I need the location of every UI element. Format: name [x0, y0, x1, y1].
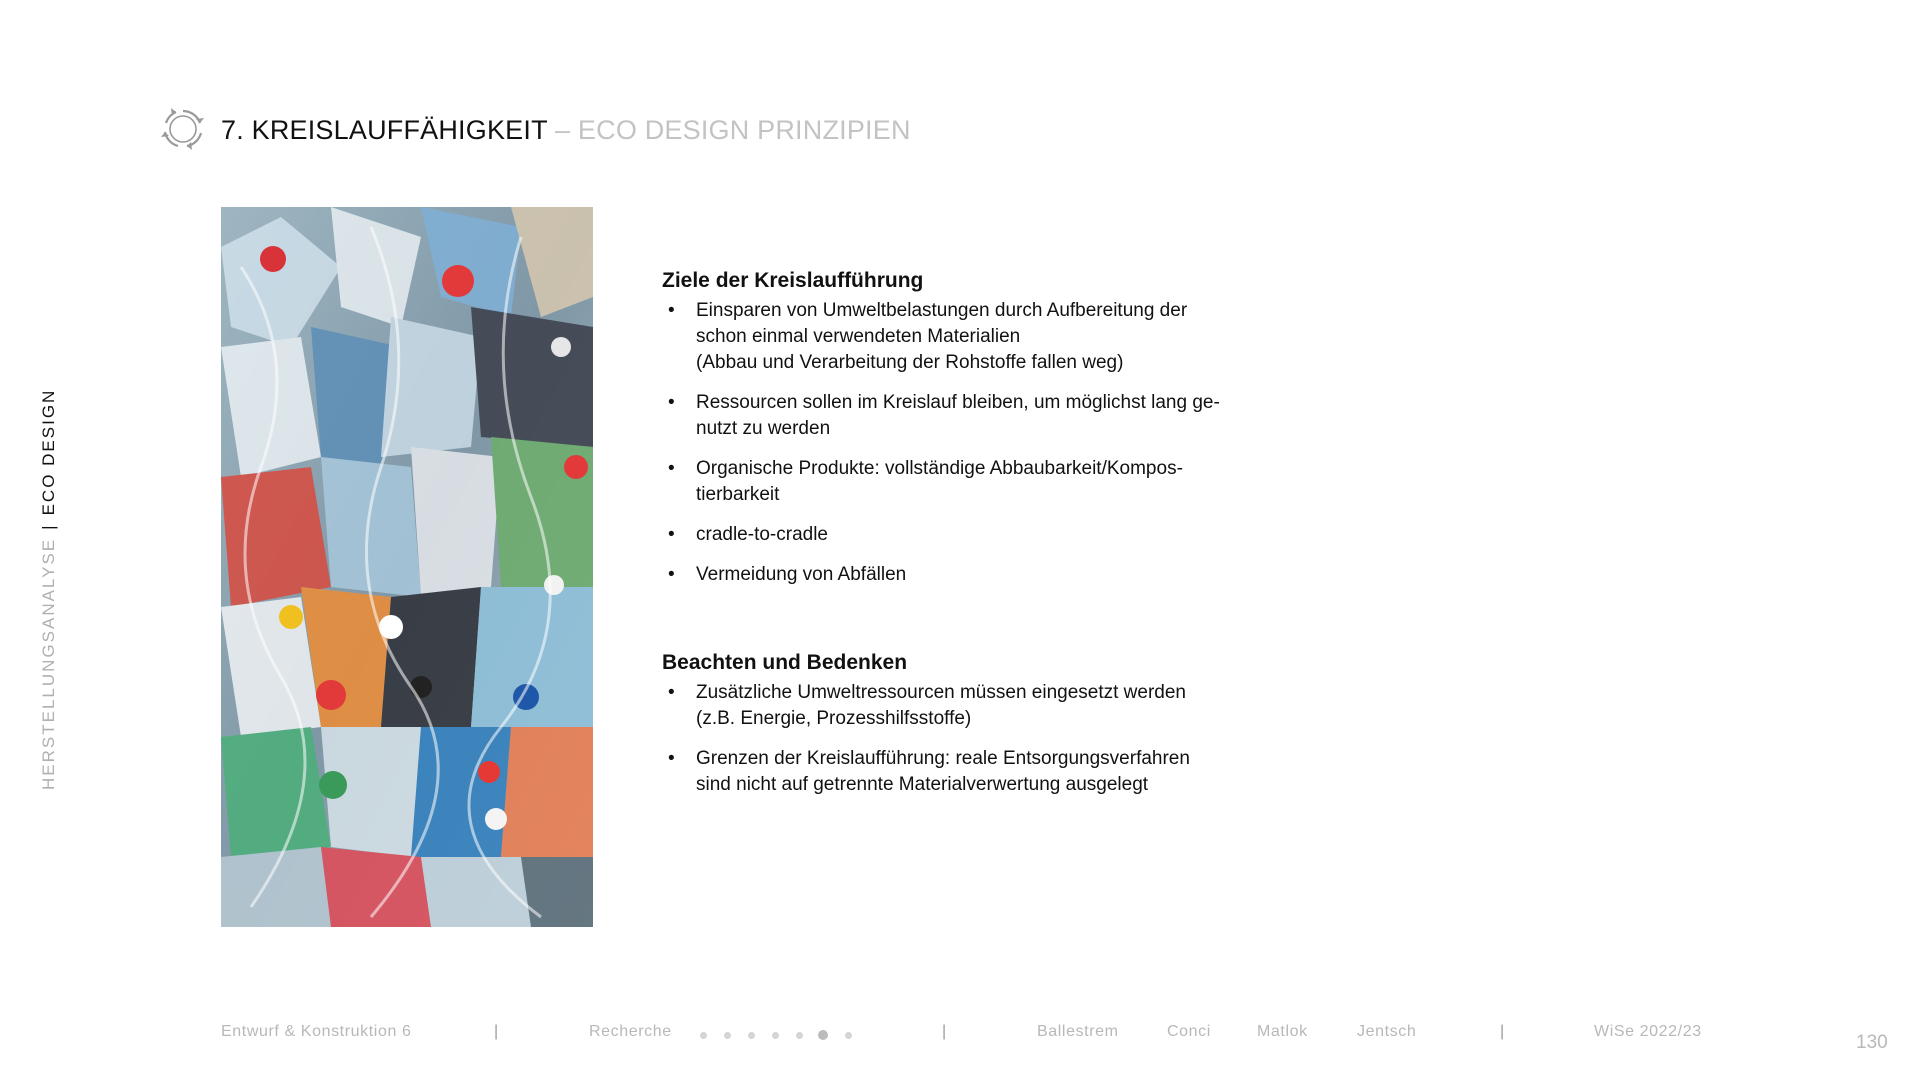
progress-dot: [724, 1032, 731, 1039]
title-main: 7. KREISLAUFFÄHIGKEIT: [221, 115, 548, 145]
list-item-text: • Zusätzliche Umweltressourcen müssen eingesetzt werden: [696, 682, 1186, 703]
plastic-bottles-photo: [221, 207, 593, 927]
list-item-text: • cradle-to-cradle: [696, 524, 828, 545]
progress-dot: [700, 1032, 707, 1039]
page-title: [221, 112, 911, 148]
list-item-text: sind nicht auf getrennte Materialverwertung ausgelegt: [696, 774, 1149, 795]
photo-illustration: [221, 207, 593, 927]
list-item: [662, 456, 1222, 508]
side-label-topic: ECO DESIGN: [39, 388, 58, 516]
list-item: [662, 746, 1222, 798]
goals-list: [662, 298, 1222, 588]
progress-dot: [845, 1032, 852, 1039]
list-item: [662, 298, 1222, 376]
content-area: [662, 264, 1222, 812]
list-item-text: • Vermeidung von Abfällen: [696, 564, 907, 585]
title-subtitle: – ECO DESIGN PRINZIPIEN: [547, 115, 911, 145]
page-number: 130: [1856, 1032, 1888, 1053]
list-item-text: • Grenzen der Kreislaufführung: reale Entsorgungsverfahren: [696, 748, 1190, 769]
list-item: [662, 562, 1222, 588]
side-label-separator: |: [39, 523, 58, 530]
footer: [0, 1020, 1920, 1050]
list-item: [662, 522, 1222, 548]
footer-separator: |: [494, 1023, 499, 1040]
footer-author: Ballestrem: [1037, 1023, 1119, 1040]
list-item-text: • Einsparen von Umweltbelastungen durch Aufbereitung der: [696, 300, 1188, 321]
list-item-text: nutzt zu werden: [696, 418, 831, 439]
list-item-text: (Abbau und Verarbeitung der Rohstoffe fallen weg): [696, 352, 1124, 373]
list-item-text: • Ressourcen sollen im Kreislauf bleiben, um möglichst lang ge-: [696, 392, 1220, 413]
footer-author: Jentsch: [1357, 1023, 1417, 1040]
footer-separator: |: [942, 1023, 947, 1040]
footer-author: Matlok: [1257, 1023, 1308, 1040]
side-label-section: HERSTELLUNGSANALYSE: [39, 537, 58, 790]
progress-dot: [748, 1032, 755, 1039]
list-item: [662, 390, 1222, 442]
list-item-text: tierbarkeit: [696, 484, 780, 505]
footer-course: Entwurf & Konstruktion 6: [221, 1023, 412, 1040]
footer-author: Conci: [1167, 1023, 1211, 1040]
list-item-text: • Organische Produkte: vollständige Abbaubarkeit/Kompos-: [696, 458, 1183, 479]
side-section-label: [36, 389, 62, 790]
list-item-text: (z.B. Energie, Prozesshilfsstoffe): [696, 708, 972, 729]
footer-separator: |: [1500, 1023, 1505, 1040]
circular-arrows-icon: [160, 106, 206, 152]
section-title-considerations: Beachten und Bedenken: [662, 651, 908, 674]
progress-dot: [796, 1032, 803, 1039]
progress-dot: [772, 1032, 779, 1039]
progress-dot-active: [818, 1030, 828, 1040]
list-item: [662, 680, 1222, 732]
section-title-goals: Ziele der Kreislaufführung: [662, 269, 924, 292]
footer-chapter: Recherche: [589, 1023, 672, 1040]
footer-semester: WiSe 2022/23: [1594, 1023, 1702, 1040]
considerations-list: [662, 680, 1222, 798]
list-item-text: schon einmal verwendeten Materialien: [696, 326, 1021, 347]
